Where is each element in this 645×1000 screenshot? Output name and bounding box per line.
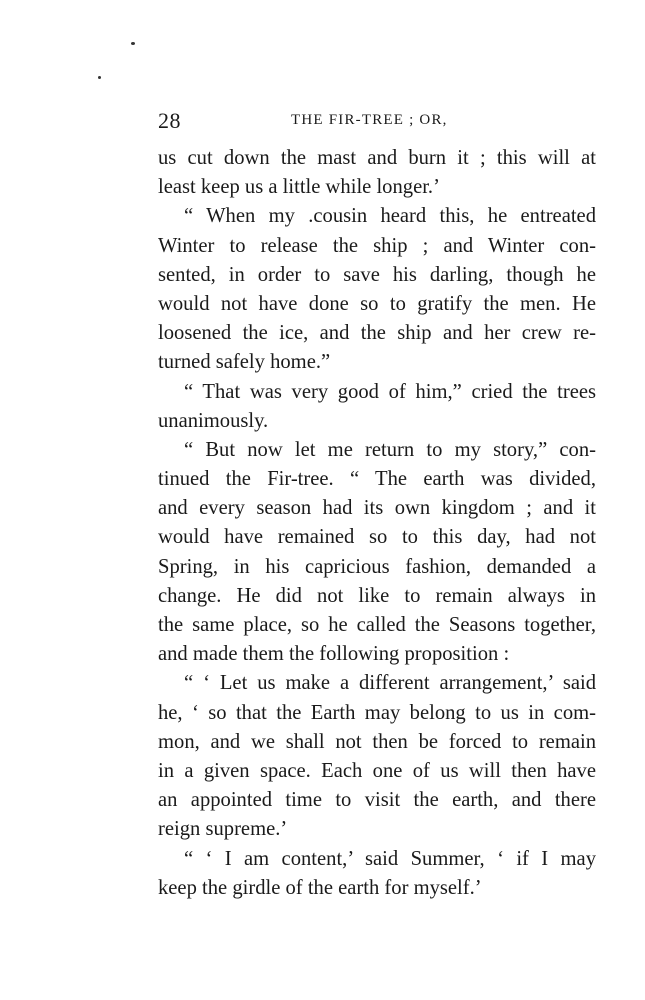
text-line: an appointed time to visit the earth, and there xyxy=(158,789,596,812)
text-line: mon, and we shall not then be forced to remain xyxy=(158,730,596,753)
ink-speck xyxy=(98,76,101,79)
text-line: turned safely home.” xyxy=(158,351,331,374)
text-line: the same place, so he called the Seasons together, xyxy=(158,614,596,636)
text-line: and made them the following proposition : xyxy=(158,643,510,666)
text-line: he, ‘ so that the Earth may belong to us in com- xyxy=(158,701,596,724)
page-number: 28 xyxy=(158,108,181,133)
ink-speck xyxy=(131,42,135,45)
text-line: least keep us a little while longer.’ xyxy=(158,176,440,199)
text-line: would not have done so to gratify the men. He xyxy=(158,292,596,315)
text-line: and every season had its own kingdom ; and it xyxy=(158,497,596,520)
body-text xyxy=(158,144,596,903)
text-line: “ But now let me return to my story,” con- xyxy=(184,438,596,461)
text-line: us cut down the mast and burn it ; this will at xyxy=(158,147,596,169)
text-line: Winter to release the ship ; and Winter con- xyxy=(158,234,596,257)
text-line: “ ‘ I am content,’ said Summer, ‘ if I may xyxy=(184,847,596,870)
text-line: sented, in order to save his darling, though he xyxy=(158,263,596,286)
text-line: “ That was very good of him,” cried the trees xyxy=(184,380,596,403)
text-line: in a given space. Each one of us will then have xyxy=(158,759,596,782)
text-line: would have remained so to this day, had not xyxy=(158,526,596,549)
text-line: change. He did not like to remain always in xyxy=(158,584,596,607)
running-head: THE FIR-TREE ; OR, xyxy=(291,112,448,128)
text-line: reign supreme.’ xyxy=(158,818,288,841)
text-line: tinued the Fir-tree. “ The earth was divided, xyxy=(158,468,596,491)
text-line: Spring, in his capricious fashion, demanded a xyxy=(158,555,596,578)
page-header xyxy=(158,108,594,136)
text-line: “ When my .cousin heard this, he entreated xyxy=(184,205,596,228)
text-line: “ ‘ Let us make a different arrangement,’ said xyxy=(184,672,596,695)
text-line: unanimously. xyxy=(158,409,269,432)
text-line: loosened the ice, and the ship and her crew re- xyxy=(158,322,596,345)
text-line: keep the girdle of the earth for myself.’ xyxy=(158,876,482,899)
